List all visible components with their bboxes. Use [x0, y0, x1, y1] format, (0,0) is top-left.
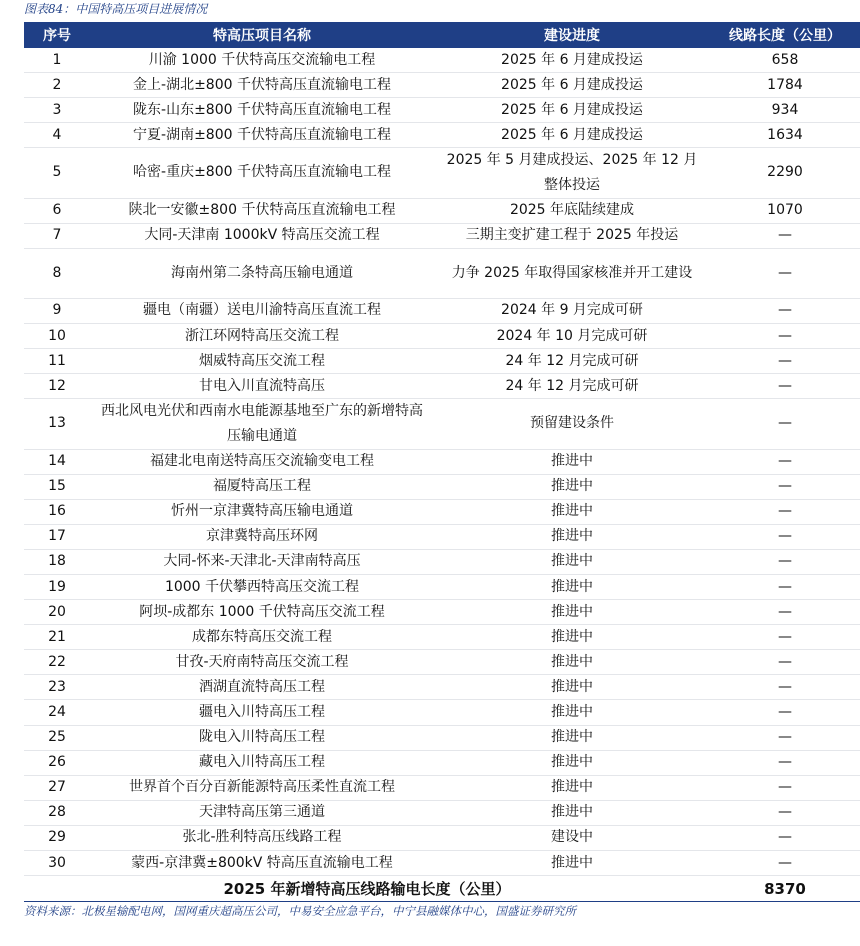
cell-no: 4 [52, 126, 62, 143]
cell-name: 福厦特高压工程 [213, 478, 311, 495]
cell-length: — [778, 503, 792, 520]
table-row [24, 550, 860, 575]
cell-progress: 推进中 [551, 503, 593, 520]
cell-no: 23 [48, 678, 66, 695]
cell-no: 25 [48, 729, 66, 746]
table-row [24, 826, 860, 851]
table-row [24, 650, 860, 675]
cell-name: 川渝 1000 千伏特高压交流输电工程 [148, 51, 376, 68]
cell-progress: 推进中 [551, 779, 593, 796]
cell-no: 29 [48, 829, 66, 846]
header-progress: 建设进度 [544, 28, 600, 44]
cell-no: 16 [48, 503, 66, 520]
cell-length: — [778, 628, 792, 645]
table-row [24, 98, 860, 123]
cell-progress: 推进中 [551, 603, 593, 620]
table-row [24, 575, 860, 600]
cell-name: 疆电入川特高压工程 [199, 703, 325, 720]
cell-no: 10 [48, 327, 66, 344]
cell-no: 8 [52, 264, 62, 281]
cell-progress: 推进中 [551, 754, 593, 771]
cell-no: 9 [52, 302, 62, 319]
cell-length: 1784 [767, 76, 803, 93]
cell-length: 1634 [767, 126, 803, 143]
table-row [24, 801, 860, 826]
cell-progress: 推进中 [551, 804, 593, 821]
cell-length: — [778, 415, 792, 432]
cell-length: — [778, 854, 792, 871]
cell-progress: 推进中 [551, 703, 593, 720]
cell-progress: 24 年 12 月完成可研 [505, 377, 639, 394]
header-length: 线路长度（公里） [729, 28, 841, 44]
cell-name: 张北-胜利特高压线路工程 [182, 829, 342, 846]
cell-progress: 建设中 [551, 829, 593, 846]
cell-name: 大同-怀来-天津北-天津南特高压 [163, 553, 361, 570]
cell-length: 658 [771, 51, 799, 68]
table-row [24, 374, 860, 399]
table-row [24, 851, 860, 876]
cell-no: 26 [48, 754, 66, 771]
cell-length: — [778, 553, 792, 570]
cell-length: — [778, 578, 792, 595]
cell-progress: 2025 年 6 月建成投运 [501, 51, 643, 68]
cell-length: 934 [771, 101, 799, 118]
table-row [24, 500, 860, 525]
cell-length: — [778, 603, 792, 620]
cell-length: — [778, 729, 792, 746]
cell-progress: 2025 年底陆续建成 [509, 202, 635, 219]
cell-progress: 2025 年 6 月建成投运 [501, 126, 643, 143]
table-row [24, 726, 860, 751]
cell-no: 3 [52, 101, 62, 118]
cell-progress: 力争 2025 年取得国家核准并开工建设 [451, 264, 693, 281]
cell-name: 疆电（南疆）送电川渝特高压直流工程 [143, 302, 381, 319]
cell-name: 京津冀特高压环网 [206, 528, 318, 545]
cell-no: 15 [48, 478, 66, 495]
cell-progress: 推进中 [551, 653, 593, 670]
cell-no: 30 [48, 854, 66, 871]
cell-length: — [778, 653, 792, 670]
cell-no: 12 [48, 377, 66, 394]
cell-no: 13 [48, 415, 66, 432]
table-row [24, 525, 860, 550]
cell-no: 20 [48, 603, 66, 620]
cell-name: 福建北电南送特高压交流输变电工程 [150, 453, 374, 470]
table-row [24, 199, 860, 224]
cell-name: 天津特高压第三通道 [199, 804, 325, 821]
cell-name: 陇电入川特高压工程 [199, 729, 325, 746]
cell-name: 甘孜-天府南特高压交流工程 [175, 653, 349, 670]
cell-progress: 2025 年 5 月建成投运、2025 年 12 月整体投运 [446, 151, 698, 193]
header-name: 特高压项目名称 [213, 28, 311, 44]
table-row [24, 700, 860, 725]
table-row [24, 450, 860, 475]
table-row [24, 148, 860, 198]
cell-name: 哈密-重庆±800 千伏特高压直流输电工程 [133, 164, 391, 181]
cell-length: — [778, 327, 792, 344]
cell-name: 海南州第二条特高压输电通道 [171, 264, 353, 281]
cell-progress: 推进中 [551, 729, 593, 746]
projects-table [24, 22, 860, 902]
cell-name: 金上-湖北±800 千伏特高压直流输电工程 [133, 76, 391, 93]
cell-no: 11 [48, 352, 66, 369]
cell-no: 6 [52, 202, 62, 219]
cell-progress: 推进中 [551, 528, 593, 545]
cell-progress: 推进中 [551, 553, 593, 570]
cell-progress: 24 年 12 月完成可研 [505, 352, 639, 369]
cell-length: — [778, 264, 792, 281]
table-row [24, 299, 860, 324]
table-row [24, 349, 860, 374]
cell-name: 世界首个百分百新能源特高压柔性直流工程 [129, 779, 395, 796]
cell-name: 浙江环网特高压交流工程 [185, 327, 339, 344]
cell-name: 陕北一安徽±800 千伏特高压直流输电工程 [128, 202, 396, 219]
cell-progress: 三期主变扩建工程于 2025 年投运 [465, 227, 679, 244]
cell-name: 阿坝-成都东 1000 千伏特高压交流工程 [139, 603, 385, 620]
cell-length: — [778, 804, 792, 821]
cell-name: 陇东-山东±800 千伏特高压直流输电工程 [133, 101, 391, 118]
cell-name: 酒湖直流特高压工程 [199, 678, 325, 695]
cell-name: 蒙西-京津冀±800kV 特高压直流输电工程 [131, 854, 393, 871]
cell-no: 17 [48, 528, 66, 545]
cell-progress: 推进中 [551, 478, 593, 495]
cell-progress: 预留建设条件 [530, 415, 614, 432]
table-row [24, 600, 860, 625]
table-header [24, 22, 860, 48]
cell-no: 7 [52, 227, 62, 244]
table-row [24, 48, 860, 73]
total-label: 2025 年新增特高压线路输电长度（公里） [223, 880, 511, 899]
cell-length: — [778, 453, 792, 470]
table-row [24, 324, 860, 349]
cell-name: 成都东特高压交流工程 [192, 628, 332, 645]
cell-no: 21 [48, 628, 66, 645]
cell-no: 28 [48, 804, 66, 821]
cell-length: 1070 [767, 202, 803, 219]
cell-length: — [778, 302, 792, 319]
total-value: 8370 [764, 879, 806, 898]
table-row [24, 224, 860, 249]
cell-length: — [778, 377, 792, 394]
table-row [24, 751, 860, 776]
table-row [24, 776, 860, 801]
cell-name: 1000 千伏攀西特高压交流工程 [164, 578, 360, 595]
cell-no: 2 [52, 76, 62, 93]
cell-no: 5 [52, 164, 62, 181]
cell-length: — [778, 352, 792, 369]
table-row [24, 675, 860, 700]
table-row [24, 399, 860, 449]
cell-progress: 推进中 [551, 854, 593, 871]
cell-progress: 2025 年 6 月建成投运 [501, 76, 643, 93]
source-note: 资料来源：北极星输配电网，国网重庆超高压公司，中易安全应急平台，中宁县融媒体中心，国盛证券研究所 [24, 904, 576, 918]
cell-length: — [778, 678, 792, 695]
cell-no: 14 [48, 453, 66, 470]
cell-name: 大同-天津南 1000kV 特高压交流工程 [144, 227, 380, 244]
cell-no: 22 [48, 653, 66, 670]
cell-no: 24 [48, 703, 66, 720]
cell-progress: 推进中 [551, 678, 593, 695]
table-row [24, 625, 860, 650]
cell-name: 西北风电光伏和西南水电能源基地至广东的新增特高压输电通道 [101, 402, 423, 444]
cell-name: 藏电入川特高压工程 [199, 754, 325, 771]
table-row [24, 73, 860, 98]
cell-progress: 2024 年 9 月完成可研 [501, 302, 643, 319]
table-row [24, 249, 860, 299]
cell-length: — [778, 478, 792, 495]
cell-no: 18 [48, 553, 66, 570]
cell-no: 1 [52, 51, 62, 68]
cell-name: 宁夏-湖南±800 千伏特高压直流输电工程 [133, 126, 391, 143]
header-no: 序号 [43, 28, 71, 44]
cell-length: — [778, 829, 792, 846]
cell-length: — [778, 703, 792, 720]
cell-progress: 推进中 [551, 628, 593, 645]
cell-progress: 推进中 [551, 578, 593, 595]
cell-length: — [778, 779, 792, 796]
table-body [24, 48, 860, 876]
cell-name: 忻州一京津冀特高压输电通道 [171, 503, 353, 520]
cell-no: 19 [48, 578, 66, 595]
table-row [24, 123, 860, 148]
cell-progress: 2025 年 6 月建成投运 [501, 101, 643, 118]
cell-length: — [778, 754, 792, 771]
cell-length: — [778, 528, 792, 545]
table-row [24, 475, 860, 500]
cell-progress: 2024 年 10 月完成可研 [496, 327, 648, 344]
cell-length: 2290 [767, 164, 803, 181]
cell-name: 甘电入川直流特高压 [199, 377, 325, 394]
figure-caption: 图表84：中国特高压项目进展情况 [24, 2, 208, 16]
cell-no: 27 [48, 779, 66, 796]
cell-name: 烟威特高压交流工程 [199, 352, 325, 369]
cell-length: — [778, 227, 792, 244]
cell-progress: 推进中 [551, 453, 593, 470]
total-row [24, 876, 860, 902]
